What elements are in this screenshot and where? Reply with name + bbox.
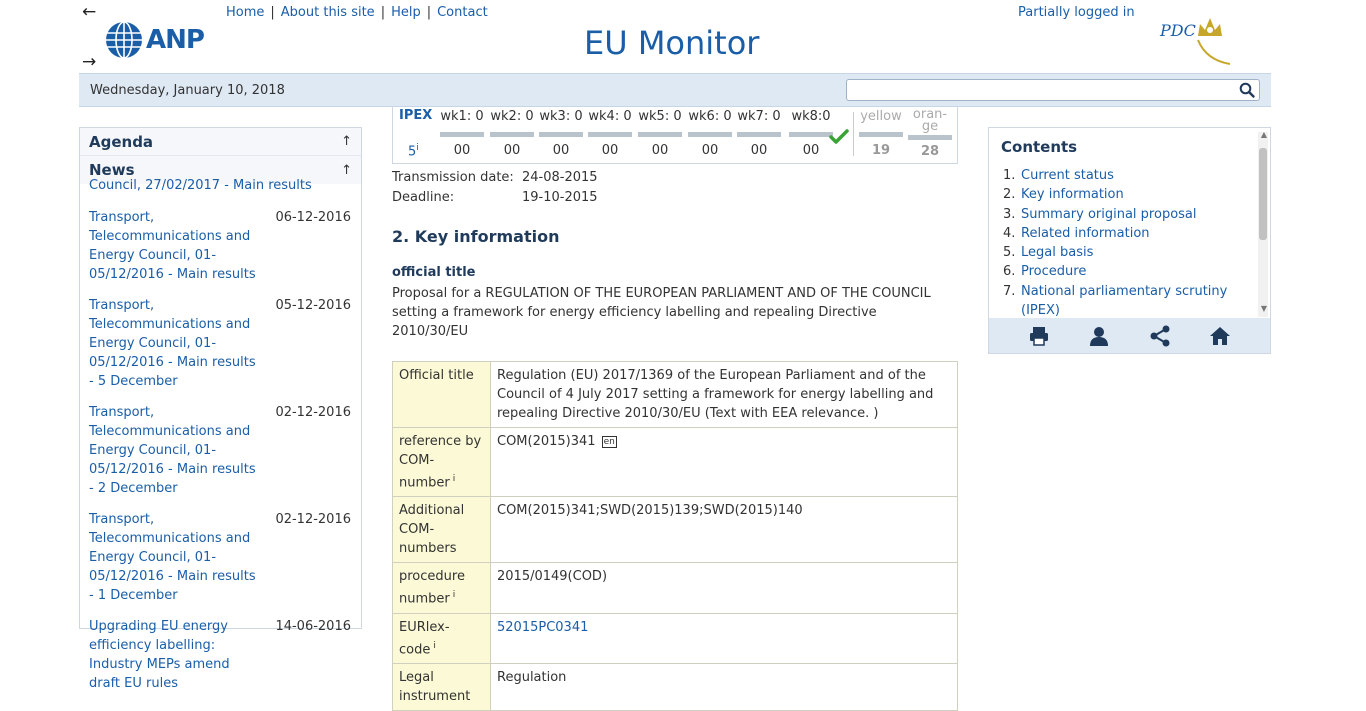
week-value: 00 [601,143,619,158]
news-item-date: 14-06-2016 [275,619,351,634]
news-item-title[interactable]: Upgrading EU energy efficiency labelling: Industry MEPs amend draft EU rules [89,619,230,691]
week-label: wk4: 0 [588,109,632,124]
week-4 [588,109,632,158]
home-icon[interactable] [1209,325,1231,347]
week-5 [638,109,682,158]
row-value [491,613,958,663]
pdc-logo-text: PDC [1160,21,1196,40]
row-value: COM(2015)341;SWD(2015)139;SWD(2015)140 [491,497,958,563]
week-bar [588,132,632,137]
contents-item[interactable] [1003,185,1253,204]
deadline-label: Deadline: [392,190,455,205]
language-badge[interactable]: en [603,436,615,447]
news-item-title[interactable]: Transport, Telecommunications and Energy Council, 01-05/12/2016 - Main results - 1 December [89,512,256,603]
table-row [393,563,958,613]
info-icon[interactable]: i [452,474,456,484]
print-icon[interactable] [1028,325,1050,347]
row-value [491,428,958,497]
anp-logo-text: ANP [146,25,204,55]
contents-item-number: 2. [1003,187,1016,203]
week-bar [539,132,583,137]
contents-item[interactable] [1003,282,1253,321]
yellow-bar [859,132,903,137]
week-value: 00 [802,143,820,158]
section-title: 2. Key information [392,227,560,246]
week-6 [688,109,732,158]
globe-icon [104,20,144,60]
table-row [393,497,958,563]
date-bar [79,73,1271,107]
news-item-title[interactable]: Transport, Telecommunications and Energy Council, 01-05/12/2016 - Main results [89,210,256,282]
contents-panel [988,127,1271,354]
row-label-text: reference by COM-number [399,434,482,491]
week-value: 00 [503,143,521,158]
week-value: 00 [750,143,768,158]
orange-value: 28 [920,144,940,159]
week-label: wk6: 0 [688,109,732,124]
row-label: Official title [393,362,491,428]
eurlex-link[interactable]: 52015PC0341 [497,619,589,635]
contents-item-number: 7. [1003,283,1016,299]
row-label: Legal instrument [393,663,491,710]
info-icon[interactable]: i [452,590,456,601]
contents-list [1003,166,1253,320]
search-box [846,79,1260,101]
contents-item-link[interactable]: National parliamentary scrutiny (IPEX) [1021,283,1228,319]
site-title[interactable]: EU Monitor [584,24,760,62]
contents-item-number: 3. [1003,206,1016,222]
nav-about-link[interactable]: About this site [280,5,375,20]
week-label: wk8:0 [791,109,831,124]
search-input[interactable] [847,80,1227,100]
ipex-count-value: 5 [408,144,417,160]
yellow-value: 19 [871,143,891,158]
forward-arrow-icon[interactable]: → [82,52,97,72]
left-panel [79,127,362,691]
toolbar [989,318,1270,353]
row-label-text: procedure number [399,569,465,607]
contents-item[interactable] [1003,166,1253,185]
orange-card [908,109,952,158]
search-icon[interactable] [1239,82,1255,98]
row-value: Regulation (EU) 2017/1369 of the European Parliament and of the Council of 4 July 2017 setting a framework for energy labelling and repealing Directive 2010/30/EU (Text with EEA relevance. ) [491,362,958,428]
week-value: 00 [453,143,471,158]
week-label: wk1: 0 [440,109,484,124]
news-item[interactable] [89,296,351,391]
official-title-heading: official title [392,265,476,280]
login-status-link[interactable]: Partially logged in [1018,5,1135,20]
news-item[interactable] [89,208,351,284]
pdc-logo[interactable] [1158,8,1238,66]
news-item[interactable] [89,510,351,605]
table-row [393,613,958,663]
week-bar [490,132,534,137]
row-label [393,563,491,613]
row-label: Additional COM-numbers [393,497,491,563]
news-item-date: 02-12-2016 [275,512,351,527]
contents-item-link[interactable]: Key information [1021,187,1124,203]
agenda-header[interactable] [80,128,361,156]
scrollbar-thumb[interactable] [1259,148,1267,240]
news-item-title[interactable]: Transport, Telecommunications and Energy Council, 01-05/12/2016 - Main results - 5 December [89,298,256,389]
key-info-table [392,361,958,711]
week-bar [440,132,484,137]
week-value: 00 [552,143,570,158]
nav-help-link[interactable]: Help [391,5,421,20]
info-icon[interactable]: i [433,640,436,651]
row-value: Regulation [491,663,958,710]
check-icon [829,129,849,145]
current-date: Wednesday, January 10, 2018 [90,83,285,98]
news-item-title[interactable]: Council, 27/02/2017 - Main results [89,178,312,193]
news-item[interactable] [89,403,351,498]
contents-item-number: 4. [1003,225,1016,241]
contents-item[interactable] [1003,262,1253,281]
nav-home-link[interactable]: Home [226,5,265,20]
week-bar [638,132,682,137]
anp-logo[interactable] [104,20,204,60]
row-value: 2015/0149(COD) [491,563,958,613]
week-label: wk3: 0 [539,109,583,124]
news-item-date: 06-12-2016 [275,210,351,225]
news-label: News [89,161,135,179]
contents-item[interactable] [1003,205,1253,224]
deadline-value: 19-10-2015 [522,190,598,205]
deadline [392,190,598,205]
orange-bar [908,135,952,140]
week-label: wk5: 0 [638,109,682,124]
week-7 [737,109,781,158]
week-bar [789,132,833,137]
back-arrow-icon[interactable]: ← [82,2,97,22]
week-bar [688,132,732,137]
yellow-card [859,109,903,158]
week-2 [490,109,534,158]
collapse-arrow-icon[interactable]: ↑ [341,162,352,178]
week-value: 00 [701,143,719,158]
row-label [393,428,491,497]
table-row [393,663,958,710]
week-bar [737,132,781,137]
news-item-title[interactable]: Transport, Telecommunications and Energy Council, 01-05/12/2016 - Main results - 2 December [89,405,256,496]
nav-contact-link[interactable]: Contact [437,5,488,20]
news-item-date: 02-12-2016 [275,405,351,420]
contents-item[interactable] [1003,224,1253,243]
info-marker: i [416,143,419,153]
ipex-count[interactable] [408,143,419,159]
transmission-date [392,170,598,185]
ipex-timeline [392,106,958,164]
news-item-date: 05-12-2016 [275,298,351,313]
contents-item-link[interactable]: Related information [1021,225,1150,241]
contents-item-link[interactable]: Legal basis [1021,245,1094,261]
row-label-text: EURlex-code [399,619,450,657]
contents-item-number: 1. [1003,168,1016,183]
week-1 [440,109,484,158]
table-row [393,428,958,497]
week-label: wk2: 0 [490,109,534,124]
com-number-value: COM(2015)341 [497,434,596,449]
transmission-date-label: Transmission date: [392,170,514,185]
news-list [80,176,361,693]
scroll-up-icon[interactable]: ▲ [1260,130,1267,139]
contents-heading: Contents [1001,138,1078,156]
table-row [393,362,958,428]
orange-label: oran-ge [912,107,948,134]
yellow-label: yellow [860,109,902,124]
contents-item[interactable] [1003,243,1253,262]
news-item[interactable] [89,617,351,693]
divider [853,112,854,156]
contents-item-link[interactable]: Current status [1021,168,1114,183]
week-8 [789,109,833,158]
news-item[interactable] [89,176,351,195]
top-nav: Home | About this site | Help | Contact [226,5,488,20]
week-3 [539,109,583,158]
row-label [393,613,491,663]
scroll-down-icon[interactable]: ▼ [1260,304,1267,313]
week-value: 00 [651,143,669,158]
share-icon[interactable] [1149,325,1171,347]
transmission-date-value: 24-08-2015 [522,170,598,185]
ipex-label[interactable]: IPEX [399,108,433,123]
week-label: wk7: 0 [737,109,781,124]
agenda-label: Agenda [89,132,154,151]
official-title-text: Proposal for a REGULATION OF THE EUROPEAN PARLIAMENT AND OF THE COUNCIL setting a framework for energy efficiency labelling and repealing Directive 2010/30/EU [392,286,931,339]
collapse-arrow-icon[interactable]: ↑ [341,134,352,149]
contents-item-number: 5. [1003,245,1016,261]
contents-item-link[interactable]: Summary original proposal [1021,206,1197,222]
contents-item-link[interactable]: Procedure [1021,264,1087,280]
user-icon[interactable] [1088,325,1110,347]
contents-item-number: 6. [1003,264,1016,280]
